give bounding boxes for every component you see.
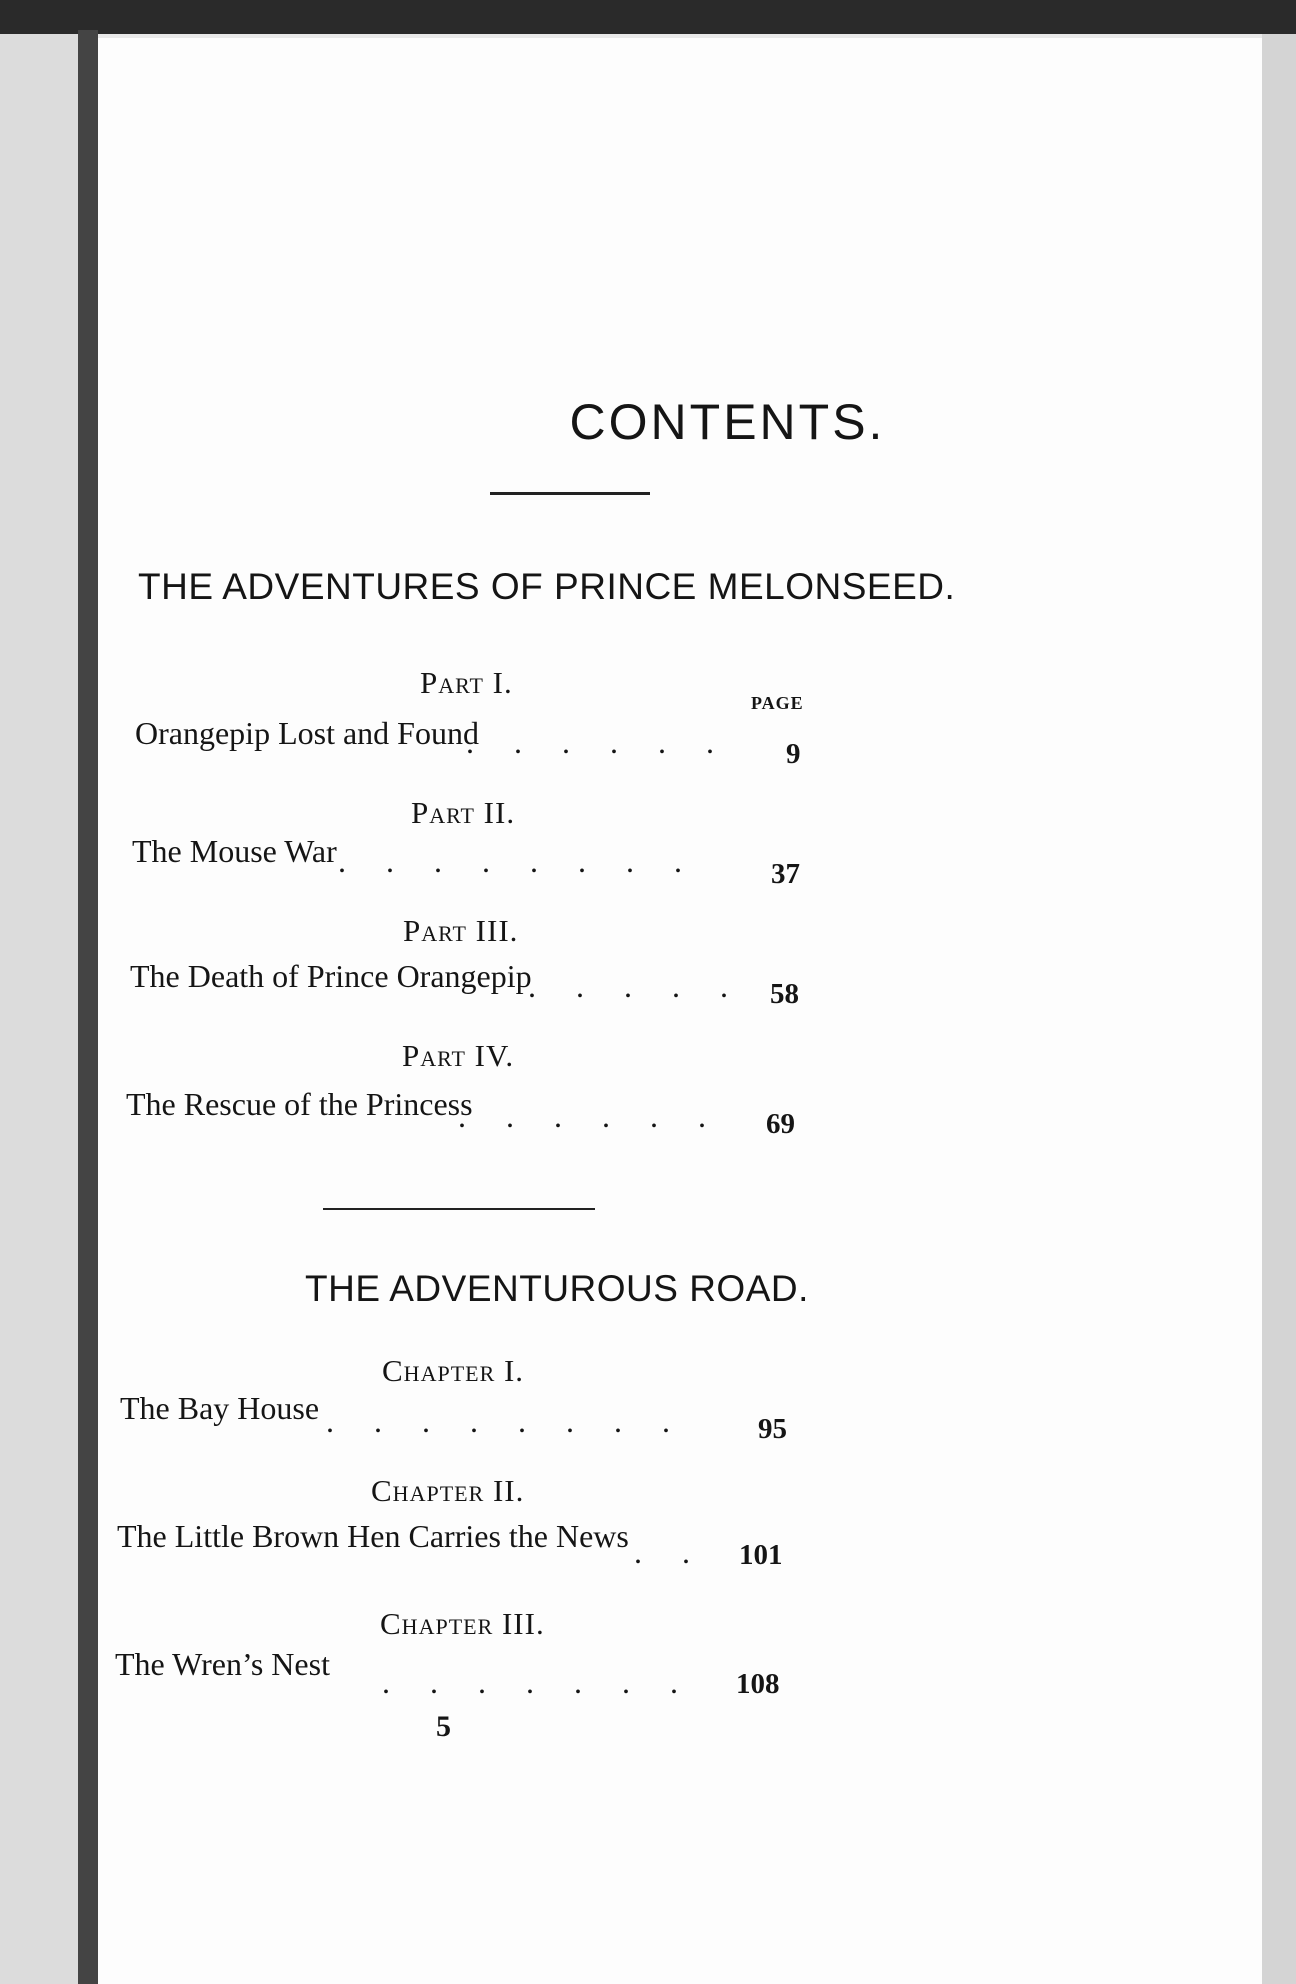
chapter-heading: Chapter III. xyxy=(380,1606,545,1641)
part-heading: Part IV. xyxy=(402,1038,515,1073)
toc-entry-title: Orangepip Lost and Found xyxy=(135,715,479,751)
page-number: 101 xyxy=(739,1539,783,1571)
toc-entry-title: The Wren’s Nest xyxy=(115,1646,330,1682)
part-heading: Part III. xyxy=(403,913,519,948)
toc-entry-title: The Little Brown Hen Carries the News xyxy=(117,1518,629,1554)
leader-dots: . . . . . . . . xyxy=(326,1403,670,1439)
page-title: CONTENTS. xyxy=(569,394,886,450)
part-heading: Part II. xyxy=(411,795,516,830)
section-heading: THE ADVENTURES OF PRINCE MELONSEED. xyxy=(138,566,956,607)
part-heading: Part I. xyxy=(420,665,513,700)
scan-right-edge xyxy=(1262,34,1296,1984)
toc-entry-title: The Mouse War xyxy=(132,833,337,869)
page-number: 108 xyxy=(736,1668,780,1700)
page-number: 95 xyxy=(758,1413,787,1445)
chapter-heading: Chapter II. xyxy=(371,1473,525,1508)
page-folio: 5 xyxy=(436,1710,451,1743)
page-column-label: PAGE xyxy=(751,693,804,713)
page-number: 58 xyxy=(770,978,799,1010)
leader-dots: . . . . . . xyxy=(466,724,714,760)
leader-dots: . . . . . . xyxy=(458,1098,706,1134)
toc-entry-title: The Bay House xyxy=(120,1390,320,1426)
scan-top-border xyxy=(0,0,1296,34)
page-number: 69 xyxy=(766,1108,795,1140)
chapter-heading: Chapter I. xyxy=(382,1353,525,1388)
book-page xyxy=(98,38,1262,1984)
toc-entry-title: The Death of Prince Orangepip xyxy=(130,958,532,994)
page-number: 9 xyxy=(786,738,801,770)
leader-dots: . . . . . . . . xyxy=(338,843,682,879)
leader-dots: . . . . . . . xyxy=(382,1664,678,1700)
title-rule xyxy=(490,492,650,495)
toc-entry-title: The Rescue of the Princess xyxy=(126,1086,473,1122)
section-heading: THE ADVENTUROUS ROAD. xyxy=(305,1268,809,1309)
leader-dots: . . xyxy=(634,1534,690,1570)
book-spine-shadow xyxy=(78,30,98,1984)
page-number: 37 xyxy=(771,858,800,890)
leader-dots: . . . . . xyxy=(528,968,728,1004)
scan-left-margin xyxy=(0,34,80,1984)
section-divider xyxy=(323,1208,595,1210)
